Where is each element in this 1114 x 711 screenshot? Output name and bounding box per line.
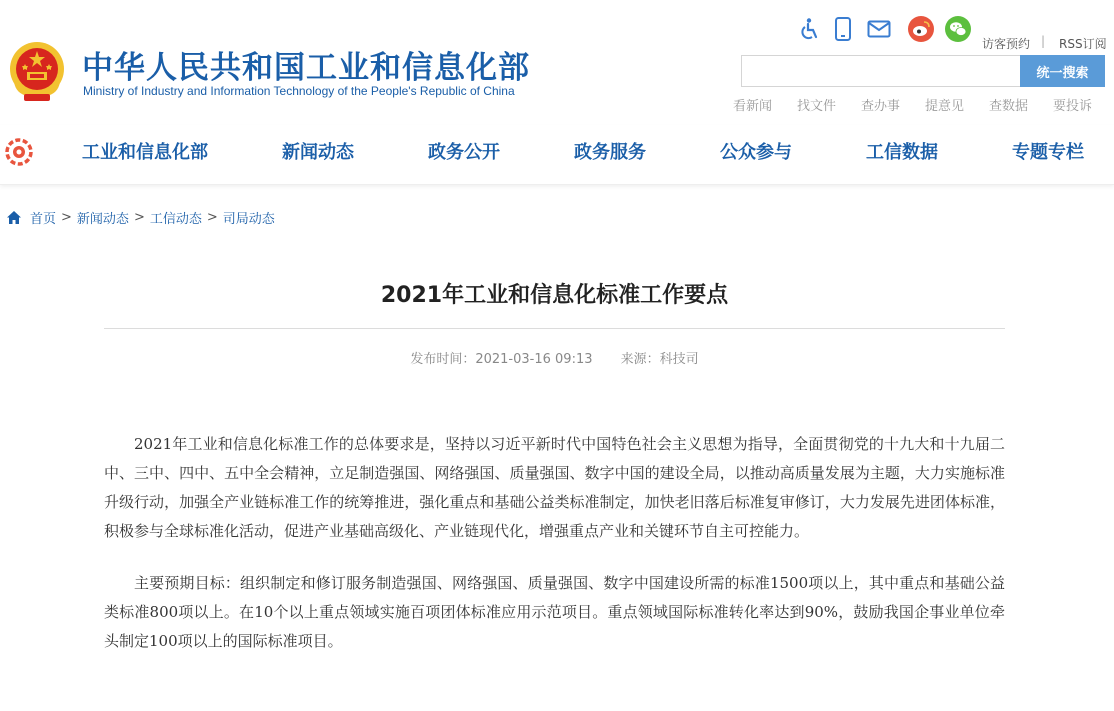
quick-link-complaint[interactable]: 要投诉 (1053, 99, 1093, 114)
publish-time: 发布时间：2021-03-16 09:13 (410, 352, 593, 367)
quick-link-feedback[interactable]: 提意见 (925, 99, 965, 114)
breadcrumb-separator: > (206, 209, 218, 225)
nav-item-gov-services[interactable]: 政务服务 (574, 142, 646, 163)
nav-item-ministry[interactable]: 工业和信息化部 (82, 142, 208, 163)
weibo-icon[interactable] (908, 16, 934, 42)
accessibility-icon[interactable] (796, 16, 822, 42)
article-meta (104, 348, 1005, 367)
header-tools (796, 14, 1114, 51)
wechat-icon[interactable] (945, 16, 971, 42)
nav-item-public-participation[interactable]: 公众参与 (720, 142, 792, 163)
rss-link[interactable]: RSS订阅 (1059, 37, 1107, 51)
ministry-logo-icon[interactable] (4, 137, 34, 167)
nav-item-data[interactable]: 工信数据 (866, 142, 938, 163)
main-nav (0, 125, 1114, 185)
breadcrumb (6, 208, 275, 226)
breadcrumb-department-news[interactable]: 司局动态 (222, 211, 275, 227)
site-subtitle: Ministry of Industry and Information Technology of the People's Republic of China (83, 84, 515, 98)
article-source: 来源：科技司 (620, 352, 699, 367)
site-title[interactable]: 中华人民共和国工业和信息化部 (82, 50, 530, 86)
article-paragraph: 主要预期目标：组织制定和修订服务制造强国、网络强国、质量强国、数字中国建设所需的标准1500项以上，其中重点和基础公益类标准800项以上。在10个以上重点领域实施百项团体标准应用示范项目。重点领域国际标准转化率达到90%，鼓励我国企事业单位牵头制定100项以上的国际标准项目。 (104, 574, 1005, 650)
title-divider (104, 328, 1005, 329)
nav-item-news[interactable]: 新闻动态 (282, 142, 354, 163)
quick-link-news[interactable]: 看新闻 (733, 99, 773, 114)
site-header (0, 0, 1114, 125)
quick-link-services[interactable]: 查办事 (861, 99, 901, 114)
quick-link-files[interactable]: 找文件 (797, 99, 837, 114)
home-icon[interactable] (6, 210, 22, 225)
search-button[interactable]: 统一搜索 (1020, 55, 1105, 87)
tools-separator: | (1041, 34, 1046, 48)
breadcrumb-news[interactable]: 新闻动态 (76, 211, 129, 227)
nav-item-gov-affairs[interactable]: 政务公开 (428, 142, 500, 163)
visitor-booking-link[interactable]: 访客预约 (982, 37, 1031, 51)
mail-icon[interactable] (866, 16, 892, 42)
article-title: 2021年工业和信息化标准工作要点 (380, 283, 729, 308)
national-emblem-icon[interactable] (6, 38, 68, 104)
search-input[interactable] (741, 55, 1021, 87)
article-paragraph: 2021年工业和信息化标准工作的总体要求是，坚持以习近平新时代中国特色社会主义思想为指导，全面贯彻党的十九大和十九届二中、三中、四中、五中全会精神，立足制造强国、网络强国、质量强国、数字中国的建设全局，以推动高质量发展为主题，大力实施标准升级行动，加强全产业链标准工作的统筹推进，强化重点和基础公益类标准制定，加快老旧落后标准复审修订，大力发展先进团体标准，积极参与全球标准化活动，促进产业基础高级化、产业链现代化，增强重点产业和关键环节自主可控能力。 (104, 435, 1005, 540)
breadcrumb-home[interactable]: 首页 (30, 211, 57, 227)
article-body (104, 430, 1005, 656)
breadcrumb-separator: > (133, 209, 145, 225)
quick-link-data[interactable]: 查数据 (989, 99, 1029, 114)
nav-item-topics[interactable]: 专题专栏 (1012, 142, 1084, 163)
breadcrumb-industry-news[interactable]: 工信动态 (149, 211, 202, 227)
mobile-icon[interactable] (830, 16, 856, 42)
breadcrumb-separator: > (61, 209, 72, 225)
